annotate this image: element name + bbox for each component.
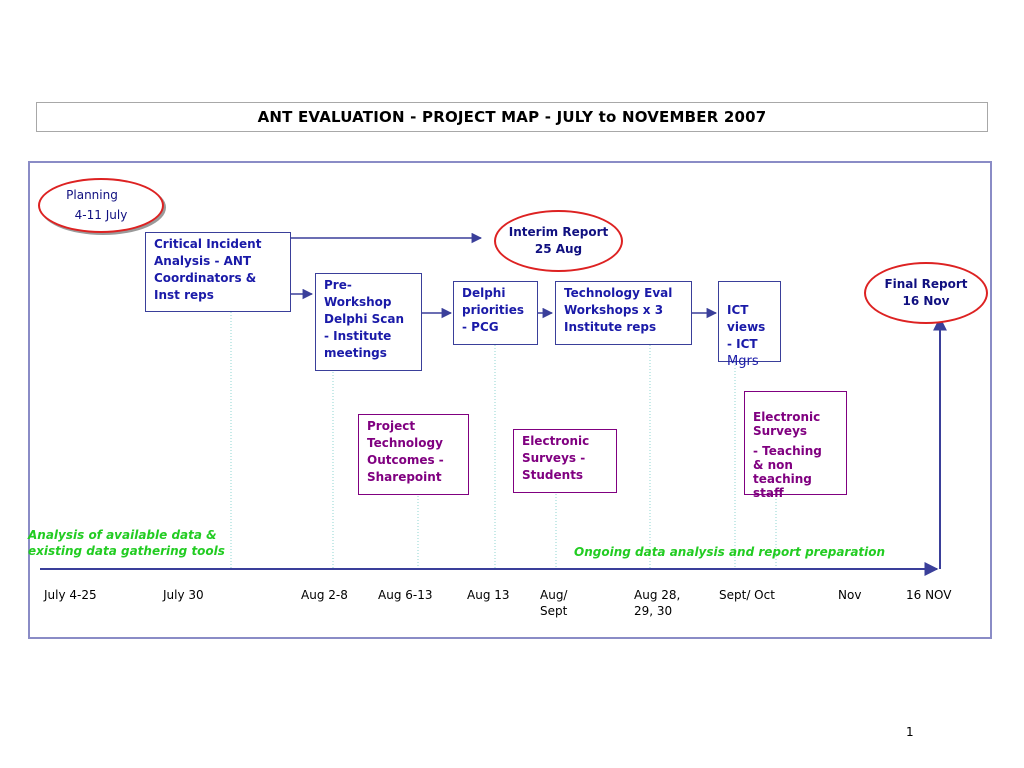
interim-report-ellipse — [494, 210, 623, 272]
interim-report-label: Interim Report — [508, 225, 609, 239]
interim-report-date: 25 Aug — [534, 242, 583, 256]
final-report-ellipse — [864, 262, 988, 324]
final-report-date: 16 Nov — [902, 294, 950, 308]
timeline-label-aug-28-30: Aug 28, 29, 30 — [634, 588, 681, 618]
elec-students-box: Electronic Surveys - Students — [513, 429, 617, 493]
timeline-label-nov: Nov — [838, 588, 862, 602]
timeline-label-sept-oct: Sept/ Oct — [719, 588, 775, 602]
ict-views-box — [718, 281, 781, 369]
analysis-note: Analysis of available data & existing data gathering tools — [28, 528, 225, 558]
project-tech-box: Project Technology Outcomes - Sharepoint — [358, 414, 469, 495]
timeline-label-aug-2-8: Aug 2-8 — [301, 588, 348, 602]
elec-staff-detail: - Teaching & non teaching staff — [753, 444, 822, 500]
planning-dates: 4-11 July — [74, 208, 128, 222]
elec-staff-title: Electronic Surveys — [753, 410, 821, 438]
ict-views-text: ICT views - ICT — [727, 303, 766, 351]
tech-eval-box: Technology Eval Workshops x 3 Institute reps — [555, 281, 692, 345]
page-number: 1 — [906, 725, 914, 739]
delphi-priorities-box: Delphi priorities - PCG — [453, 281, 538, 345]
timeline-label-july-4-25: July 4-25 — [44, 588, 97, 602]
page-title: ANT EVALUATION - PROJECT MAP - JULY to NOVEMBER 2007 — [257, 108, 767, 126]
pre-workshop-box: Pre- Workshop Delphi Scan - Institute meetings — [315, 273, 422, 371]
ict-views-mgrs: Mgrs — [727, 354, 759, 369]
timeline-label-aug-13: Aug 13 — [467, 588, 510, 602]
timeline-label-aug-6-13: Aug 6-13 — [378, 588, 433, 602]
planning-label: Planning — [66, 188, 118, 202]
timeline-label-aug-sept: Aug/ Sept — [540, 588, 568, 618]
ongoing-note: Ongoing data analysis and report preparation — [574, 545, 886, 559]
dotted-guides — [231, 312, 776, 568]
timeline-label-16-nov: 16 NOV — [906, 588, 952, 602]
final-report-label: Final Report — [884, 277, 968, 291]
elec-staff-box — [744, 391, 847, 500]
planning-ellipse — [38, 178, 164, 233]
critical-incident-box: Critical Incident Analysis - ANT Coordinators & Inst reps — [145, 232, 291, 312]
timeline-label-july-30: July 30 — [163, 588, 204, 602]
